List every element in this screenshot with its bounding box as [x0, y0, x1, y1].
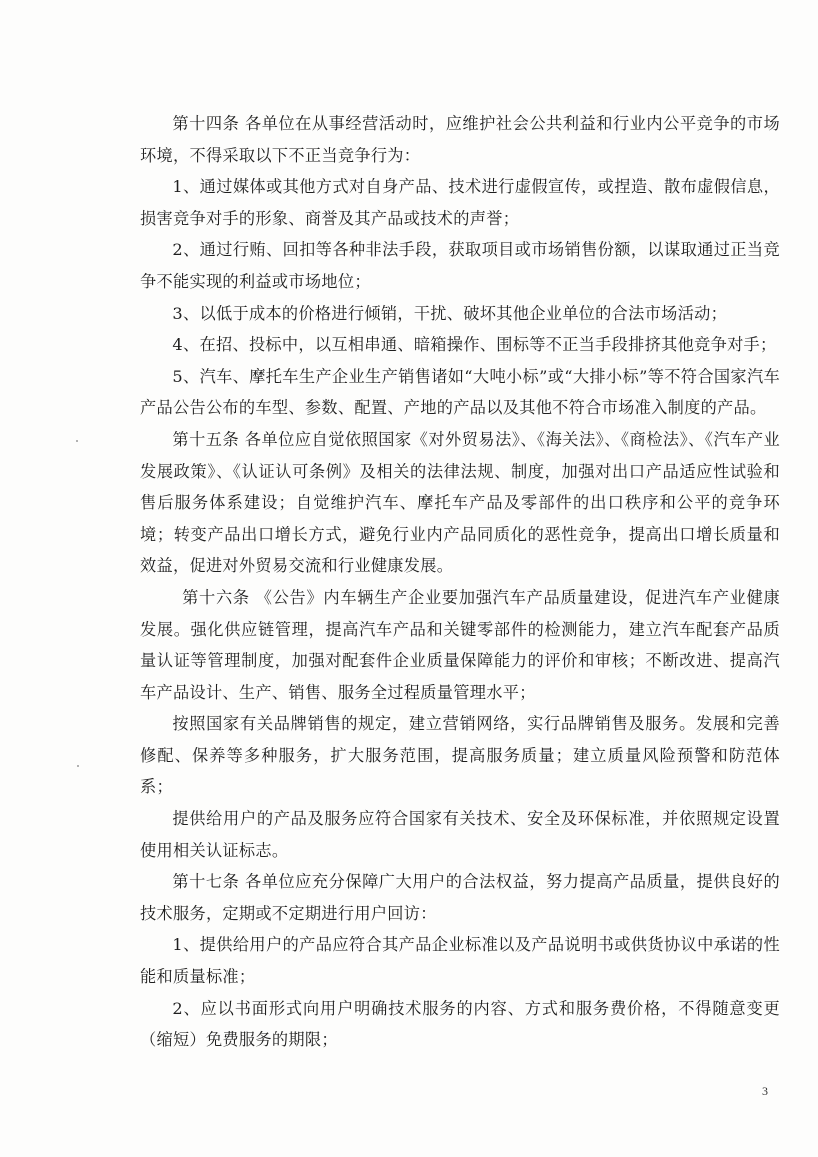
article-15-paragraph: 第十五条 各单位应自觉依照国家《对外贸易法》、《海关法》、《商检法》、《汽车产业发展政策》、《认证认可条例》及相关的法律法规、制度，加强对出口产品适应性试验和售后服务体系建设；自觉维护汽车、摩托车产品及零部件的出口秩序和公平的竞争环境；转变产品出口增长方式，避免行业内产品同质化的恶性竞争，提高出口增长质量和效益，促进对外贸易交流和行业健康发展。 [140, 429, 780, 576]
article-14-paragraph: 第十四条 各单位在从事经营活动时，应维护社会公共利益和行业内公平竞争的市场环境，不得采取以下不正当竞争行为： [140, 114, 780, 165]
page-number: 3 [762, 1084, 768, 1098]
article-14-item-3: 3、以低于成本的价格进行倾销，干扰、破坏其他企业单位的合法市场活动； [172, 303, 728, 323]
article-14-item-2: 2、通过行贿、回扣等各种非法手段，获取项目或市场销售份额，以谋取通过正当竞争不能实现的利益或市场地位； [140, 240, 780, 291]
article-14-item-5: 5、汽车、摩托车生产企业生产销售诸如“大吨小标”或“大排小标”等不符合国家汽车产品公告公布的车型、参数、配置、产地的产品以及其他不符合市场准入制度的产品。 [140, 366, 780, 418]
scan-speck [77, 765, 79, 767]
scan-speck [76, 440, 78, 442]
document-body [140, 108, 780, 1056]
article-16-paragraph: 第十六条 《公告》内车辆生产企业要加强汽车产品质量建设，促进汽车产业健康发展。强化供应链管理，提高汽车产品和关键零部件的检测能力，建立汽车配套产品质量认证等管理制度，加强对配套件企业质量保障能力的评价和审核；不断改进、提高汽车产品设计、生产、销售、服务全过程质量管理水平； [140, 587, 780, 702]
article-17-paragraph: 第十七条 各单位应充分保障广大用户的合法权益，努力提高产品质量，提供良好的技术服务，定期或不定期进行用户回访： [140, 872, 780, 923]
article-16-brand-sales-paragraph: 按照国家有关品牌销售的规定，建立营销网络，实行品牌销售及服务。发展和完善修配、保养等多种服务，扩大服务范围，提高服务质量；建立质量风险预警和防范体系； [140, 714, 780, 797]
article-17-item-2: 2、应以书面形式向用户明确技术服务的内容、方式和服务费价格，不得随意变更（缩短）免费服务的期限； [140, 998, 780, 1050]
article-17-item-1: 1、提供给用户的产品应符合其产品企业标准以及产品说明书或供货协议中承诺的性能和质量标准； [140, 935, 780, 987]
article-14-item-4: 4、在招、投标中，以互相串通、暗箱操作、围标等不正当手段排挤其他竞争对手； [172, 335, 777, 355]
article-14-item-1: 1、通过媒体或其他方式对自身产品、技术进行虚假宣传，或捏造、散布虚假信息，损害竞争对手的形象、商誉及其产品或技术的声誉； [140, 177, 780, 228]
article-16-standards-paragraph: 提供给用户的产品及服务应符合国家有关技术、安全及环保标准，并依照规定设置使用相关认证标志。 [140, 809, 780, 860]
